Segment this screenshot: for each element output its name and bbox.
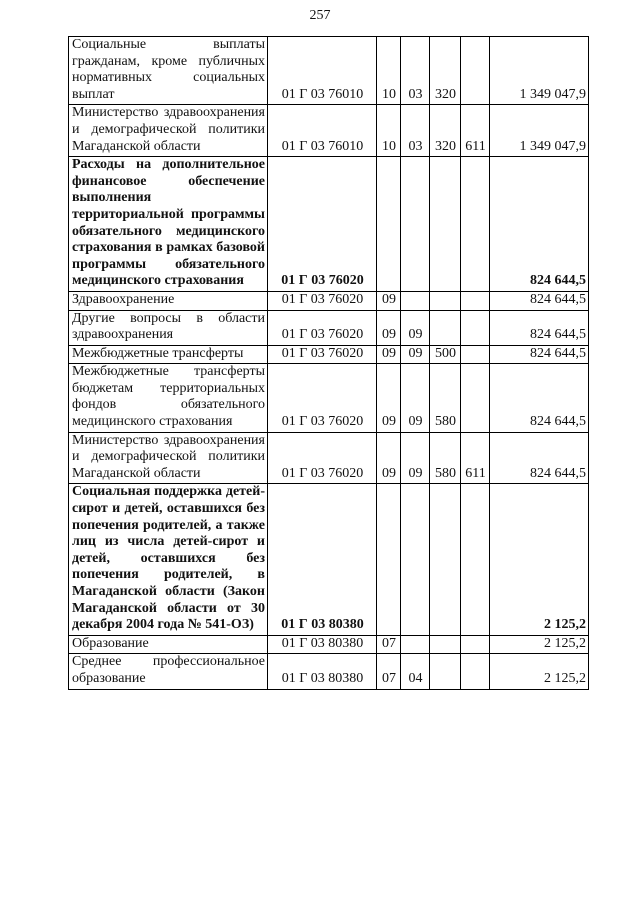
- row-admin-cell: [461, 635, 490, 654]
- row-expense-type-cell: 320: [430, 37, 461, 105]
- row-name-cell: Среднее профессиональное образование: [69, 654, 268, 689]
- row-sum-cell: 824 644,5: [490, 364, 589, 432]
- row-code-cell: 01 Г 03 80380: [268, 654, 377, 689]
- row-admin-cell: [461, 310, 490, 345]
- row-code-cell: 01 Г 03 76020: [268, 345, 377, 364]
- row-sum-cell: 824 644,5: [490, 345, 589, 364]
- page-number: 257: [309, 8, 331, 23]
- table-row: [69, 157, 589, 292]
- row-section-cell: 09: [377, 310, 401, 345]
- row-subsection-cell: 03: [401, 105, 430, 157]
- row-code-cell: 01 Г 03 76020: [268, 432, 377, 484]
- row-code-cell: 01 Г 03 76020: [268, 364, 377, 432]
- row-section-cell: 07: [377, 654, 401, 689]
- row-subsection-cell: 09: [401, 345, 430, 364]
- row-code-cell: 01 Г 03 80380: [268, 484, 377, 635]
- row-name-cell: Расходы на дополнительное финансовое обеспечение выполнения территориальной программы обязательного медицинского страхования в рамках базовой программы обязательного медицинского страхования: [69, 157, 268, 292]
- row-sum-cell: 2 125,2: [490, 484, 589, 635]
- table-row: [69, 432, 589, 484]
- table-row: [69, 345, 589, 364]
- table-row: [69, 291, 589, 310]
- row-sum-cell: 1 349 047,9: [490, 105, 589, 157]
- budget-table-body: [69, 37, 589, 690]
- row-section-cell: 09: [377, 432, 401, 484]
- row-code-cell: 01 Г 03 76020: [268, 157, 377, 292]
- row-admin-cell: 611: [461, 105, 490, 157]
- row-subsection-cell: [401, 635, 430, 654]
- row-code-cell: 01 Г 03 80380: [268, 635, 377, 654]
- row-section-cell: [377, 484, 401, 635]
- row-subsection-cell: [401, 484, 430, 635]
- row-name-cell: Социальные выплаты гражданам, кроме публичных нормативных социальных выплат: [69, 37, 268, 105]
- row-expense-type-cell: [430, 291, 461, 310]
- table-row: [69, 364, 589, 432]
- row-section-cell: [377, 157, 401, 292]
- table-row: [69, 310, 589, 345]
- row-section-cell: 10: [377, 37, 401, 105]
- row-subsection-cell: 03: [401, 37, 430, 105]
- row-name-cell: Другие вопросы в области здравоохранения: [69, 310, 268, 345]
- row-expense-type-cell: [430, 484, 461, 635]
- table-row: [69, 484, 589, 635]
- row-expense-type-cell: [430, 654, 461, 689]
- row-name-cell: Здравоохранение: [69, 291, 268, 310]
- row-subsection-cell: 04: [401, 654, 430, 689]
- row-admin-cell: 611: [461, 432, 490, 484]
- row-code-cell: 01 Г 03 76020: [268, 310, 377, 345]
- row-sum-cell: 824 644,5: [490, 291, 589, 310]
- row-subsection-cell: [401, 157, 430, 292]
- row-expense-type-cell: 320: [430, 105, 461, 157]
- row-section-cell: 09: [377, 291, 401, 310]
- row-admin-cell: [461, 654, 490, 689]
- row-name-cell: Межбюджетные трансферты: [69, 345, 268, 364]
- row-subsection-cell: 09: [401, 364, 430, 432]
- row-admin-cell: [461, 345, 490, 364]
- row-sum-cell: 2 125,2: [490, 654, 589, 689]
- budget-table: [68, 36, 589, 690]
- row-code-cell: 01 Г 03 76020: [268, 291, 377, 310]
- row-name-cell: Социальная поддержка детей-сирот и детей, оставшихся без попечения родителей, а также лиц из числа детей-сирот и детей, оставшихся без попечения родителей, в Магаданской области (Закон Магаданской области от 30 декабря 2004 года № 541-ОЗ): [69, 484, 268, 635]
- table-row: [69, 37, 589, 105]
- row-expense-type-cell: 580: [430, 432, 461, 484]
- row-code-cell: 01 Г 03 76010: [268, 105, 377, 157]
- row-subsection-cell: [401, 291, 430, 310]
- row-admin-cell: [461, 37, 490, 105]
- row-section-cell: 07: [377, 635, 401, 654]
- row-expense-type-cell: [430, 157, 461, 292]
- row-section-cell: 10: [377, 105, 401, 157]
- row-subsection-cell: 09: [401, 432, 430, 484]
- row-name-cell: Министерство здравоохранения и демографической политики Магаданской области: [69, 105, 268, 157]
- row-sum-cell: 1 349 047,9: [490, 37, 589, 105]
- row-sum-cell: 824 644,5: [490, 157, 589, 292]
- table-row: [69, 654, 589, 689]
- row-code-cell: 01 Г 03 76010: [268, 37, 377, 105]
- table-row: [69, 105, 589, 157]
- row-expense-type-cell: [430, 310, 461, 345]
- row-admin-cell: [461, 291, 490, 310]
- table-row: [69, 635, 589, 654]
- row-name-cell: Образование: [69, 635, 268, 654]
- row-section-cell: 09: [377, 345, 401, 364]
- row-expense-type-cell: 580: [430, 364, 461, 432]
- row-name-cell: Министерство здравоохранения и демографической политики Магаданской области: [69, 432, 268, 484]
- row-expense-type-cell: [430, 635, 461, 654]
- row-expense-type-cell: 500: [430, 345, 461, 364]
- row-sum-cell: 2 125,2: [490, 635, 589, 654]
- row-sum-cell: 824 644,5: [490, 432, 589, 484]
- row-name-cell: Межбюджетные трансферты бюджетам территориальных фондов обязательного медицинского страхования: [69, 364, 268, 432]
- row-admin-cell: [461, 157, 490, 292]
- row-sum-cell: 824 644,5: [490, 310, 589, 345]
- row-admin-cell: [461, 484, 490, 635]
- row-subsection-cell: 09: [401, 310, 430, 345]
- row-section-cell: 09: [377, 364, 401, 432]
- row-admin-cell: [461, 364, 490, 432]
